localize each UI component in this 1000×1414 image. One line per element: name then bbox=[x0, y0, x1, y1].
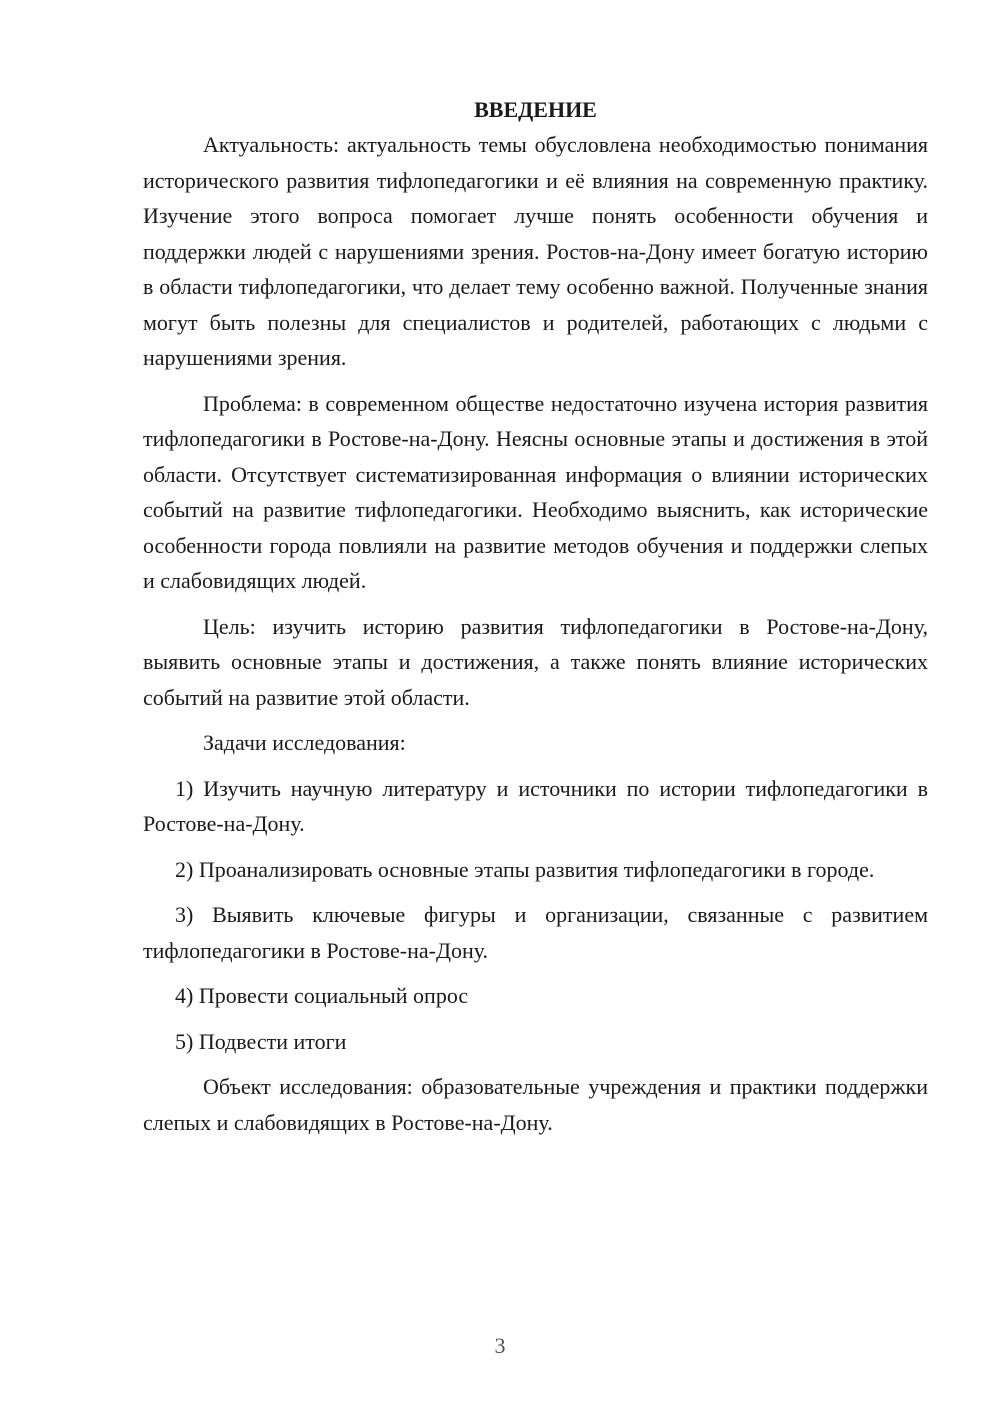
task-item-5: 5) Подвести итоги bbox=[175, 1028, 347, 1054]
paragraph-goal: Цель: изучить историю развития тифлопедагогики в Ростове-на-Дону, выявить основные этапы и достижения, а также понять влияние исторических событий на развитие этой области. bbox=[143, 613, 928, 710]
page-title: ВВЕДЕНИЕ bbox=[474, 97, 597, 122]
task-item-3: 3) Выявить ключевые фигуры и организации, связанные с развитием тифлопедагогики в Ростове-на-Дону. bbox=[143, 902, 928, 963]
page-number: 3 bbox=[494, 1333, 506, 1358]
document-page bbox=[143, 92, 928, 1150]
task-item-2: 2) Проанализировать основные этапы развития тифлопедагогики в городе. bbox=[175, 856, 875, 882]
task-item-1: 1) Изучить научную литературу и источники по истории тифлопедагогики в Ростове-на-Дону. bbox=[143, 775, 928, 836]
task-item-4: 4) Провести социальный опрос bbox=[175, 983, 469, 1008]
paragraph-tasks-heading: Задачи исследования: bbox=[203, 730, 406, 755]
paragraph-problem: Проблема: в современном обществе недостаточно изучена история развития тифлопедагогики в Ростове-на-Дону. Неясны основные этапы и достижения в этой области. Отсутствует систематизированная информация о влиянии исторических событий на развитие тифлопедагогики. Необходимо выяснить, как исторические особенности города повлияли на развитие методов обучения и поддержки слепых и слабовидящих людей. bbox=[143, 390, 928, 593]
paragraph-relevance: Актуальность: актуальность темы обусловлена необходимостью понимания исторического развития тифлопедагогики и её влияния на современную практику. Изучение этого вопроса помогает лучше понять особенности обучения и поддержки людей с нарушениями зрения. Ростов-на-Дону имеет богатую историю в области тифлопедагогики, что делает тему особенно важной. Полученные знания могут быть полезны для специалистов и родителей, работающих с людьми с нарушениями зрения. bbox=[143, 132, 928, 370]
paragraph-object: Объект исследования: образовательные учреждения и практики поддержки слепых и слабовидящих в Ростове-на-Дону. bbox=[143, 1074, 928, 1135]
